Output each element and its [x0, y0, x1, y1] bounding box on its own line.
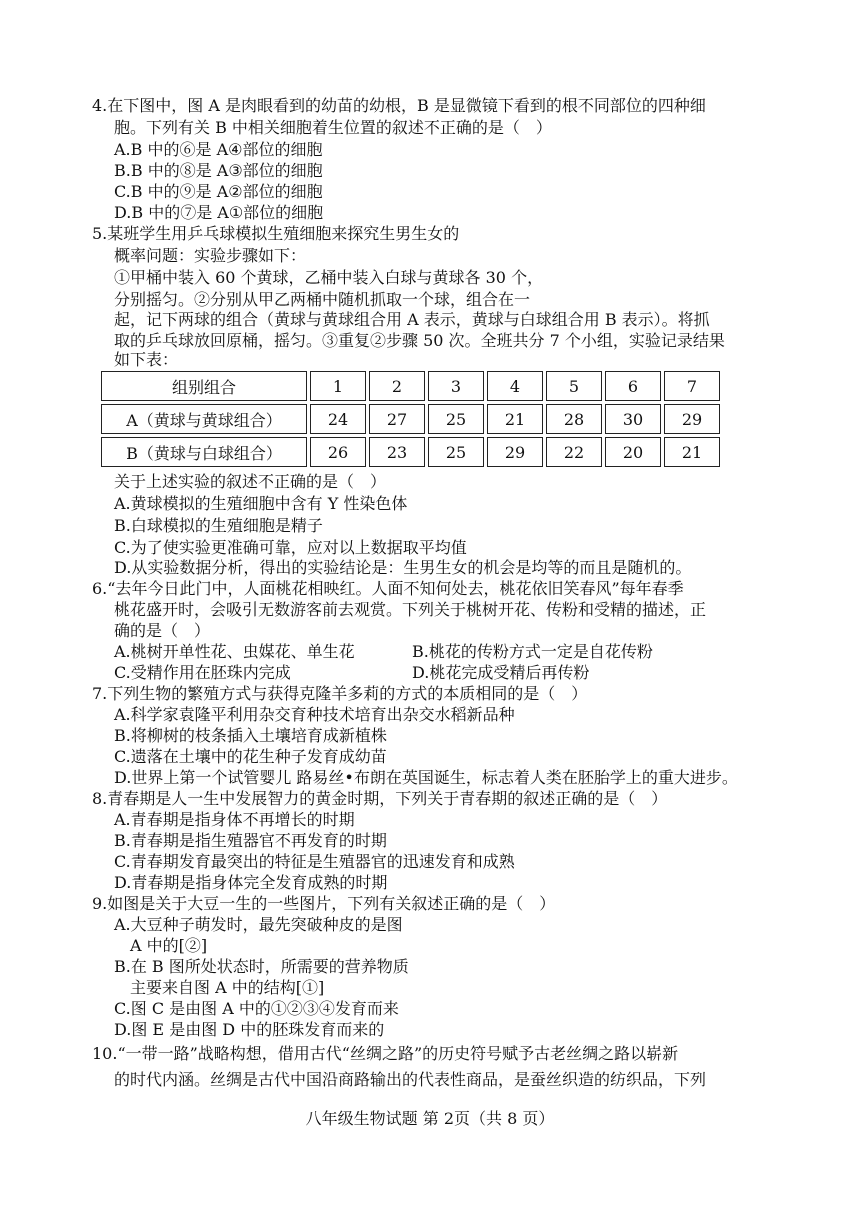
q5-option-c: C.为了使实验更准确可靠，应对以上数据取平均值: [114, 538, 467, 557]
q8-option-c: C.青春期发育最突出的特征是生殖器官的迅速发育和成熟: [114, 852, 515, 871]
q6-line1: 6.“去年今日此门中，人面桃花相映红。人面不知何处去，桃花依旧笑春风”每年春季: [92, 579, 684, 598]
q6-option-c: C.受精作用在胚珠内完成: [114, 663, 291, 682]
table-cell: 27: [369, 404, 425, 434]
q7-option-d: D.世界上第一个试管婴儿 路易丝•布朗在英国诞生，标志着人类在胚胎学上的重大进步。: [114, 768, 738, 787]
q5-question: 关于上述实验的叙述不正确的是（ ）: [114, 472, 387, 491]
q7-stem: 7.下列生物的繁殖方式与获得克隆羊多莉的方式的本质相同的是（ ）: [92, 684, 588, 703]
q4-option-c: C.B 中的⑨是 A②部位的细胞: [114, 182, 323, 201]
q6-option-a: A.桃树开单性花、虫媒花、单生花: [114, 642, 355, 661]
table-group: 1: [310, 371, 366, 401]
q10-line1: 10.“一带一路”战略构想，借用古代“丝绸之路”的历史符号赋予古老丝绸之路以崭新: [92, 1044, 679, 1063]
table-group: 6: [605, 371, 661, 401]
q4-option-d: D.B 中的⑦是 A①部位的细胞: [114, 203, 324, 222]
q4-option-a: A.B 中的⑥是 A④部位的细胞: [114, 140, 323, 159]
q9-option-a-line1: A.大豆种子萌发时，最先突破种皮的是图: [114, 915, 403, 934]
q9-option-b-line1: B.在 B 图所处状态时，所需要的营养物质: [114, 957, 409, 976]
table-cell: 29: [487, 437, 543, 467]
q5-line2: 概率问题：实验步骤如下：: [114, 246, 307, 265]
table-cell: 24: [310, 404, 366, 434]
q9-option-b-line2: 主要来自图 A 中的结构[①]: [130, 978, 325, 997]
q5-option-b: B.白球模拟的生殖细胞是精子: [114, 516, 323, 535]
page-footer: 八年级生物试题 第 2页（共 8 页）: [305, 1109, 555, 1128]
table-row-label: A（黄球与黄球组合）: [101, 404, 307, 434]
table-group: 7: [664, 371, 720, 401]
table-group: 4: [487, 371, 543, 401]
q9-stem: 9.如图是关于大豆一生的一些图片，下列有关叙述正确的是（ ）: [92, 894, 556, 913]
table-group: 5: [546, 371, 602, 401]
table-header-label: 组别组合: [101, 371, 307, 401]
q7-option-b: B.将柳树的枝条插入土壤培育成新植株: [114, 726, 387, 745]
q8-option-b: B.青春期是指生殖器官不再发育的时期: [114, 831, 387, 850]
table-header-row: [101, 371, 720, 401]
q6-line3: 确的是（ ）: [114, 621, 211, 640]
table-cell: 28: [546, 404, 602, 434]
table-cell: 30: [605, 404, 661, 434]
table-cell: 25: [428, 404, 484, 434]
table-cell: 29: [664, 404, 720, 434]
table-cell: 20: [605, 437, 661, 467]
q9-option-d: D.图 E 是由图 D 中的胚珠发育而来的: [114, 1020, 385, 1039]
table-cell: 21: [664, 437, 720, 467]
q5-line7: 如下表：: [114, 350, 179, 369]
table-cell: 22: [546, 437, 602, 467]
q8-stem: 8.青春期是人一生中发展智力的黄金时期，下列关于青春期的叙述正确的是（ ）: [92, 789, 668, 808]
table-cell: 26: [310, 437, 366, 467]
table-group: 3: [428, 371, 484, 401]
q4-stem-line2: 胞。下列有关 B 中相关细胞着生位置的叙述不正确的是（ ）: [114, 118, 552, 137]
q8-option-a: A.青春期是指身体不再增长的时期: [114, 810, 355, 829]
q9-option-a-line2: A 中的[②]: [130, 936, 208, 955]
q5-line4: 分别摇匀。②分别从甲乙两桶中随机抓取一个球，组合在一: [114, 290, 531, 309]
table-cell: 21: [487, 404, 543, 434]
q5-option-d: D.从实验数据分析，得出的实验结论是：生男生女的机会是均等的而且是随机的。: [114, 558, 692, 577]
q10-line2: 的时代内涵。丝绸是古代中国沿商路输出的代表性商品，是蚕丝织造的纺织品，下列: [114, 1070, 707, 1089]
q4-option-b: B.B 中的⑧是 A③部位的细胞: [114, 161, 323, 180]
results-table: [98, 368, 723, 470]
q5-line5: 起，记下两球的组合（黄球与黄球组合用 A 表示，黄球与白球组合用 B 表示）。将抓: [114, 310, 710, 329]
q6-option-b: B.桃花的传粉方式一定是自花传粉: [412, 642, 653, 661]
table-row: [101, 437, 720, 467]
q5-option-a: A.黄球模拟的生殖细胞中含有 Y 性染色体: [114, 494, 408, 513]
table-cell: 25: [428, 437, 484, 467]
q4-stem-line1: 4.在下图中，图 A 是肉眼看到的幼苗的幼根，B 是显微镜下看到的根不同部位的四种细: [92, 96, 706, 115]
q9-option-c: C.图 C 是由图 A 中的①②③④发育而来: [114, 999, 399, 1018]
q6-line2: 桃花盛开时，会吸引无数游客前去观赏。下列关于桃树开花、传粉和受精的描述，正: [114, 600, 707, 619]
q5-line6: 取的乒乓球放回原桶，摇匀。③重复②步骤 50 次。全班共分 7 个小组，实验记录结果: [114, 331, 725, 350]
q7-option-a: A.科学家袁隆平利用杂交育种技术培育出杂交水稻新品种: [114, 705, 515, 724]
table-row: [101, 404, 720, 434]
q6-option-d: D.桃花完成受精后再传粉: [412, 663, 590, 682]
q5-line3: ①甲桶中装入 60 个黄球，乙桶中装入白球与黄球各 30 个，: [114, 268, 544, 287]
table-row-label: B（黄球与白球组合）: [101, 437, 307, 467]
table-group: 2: [369, 371, 425, 401]
q5-line1: 5.某班学生用乒乓球模拟生殖细胞来探究生男生女的: [92, 224, 460, 243]
q8-option-d: D.青春期是指身体完全发育成熟的时期: [114, 873, 388, 892]
q7-option-c: C.遗落在土壤中的花生种子发育成幼苗: [114, 747, 387, 766]
table-cell: 23: [369, 437, 425, 467]
